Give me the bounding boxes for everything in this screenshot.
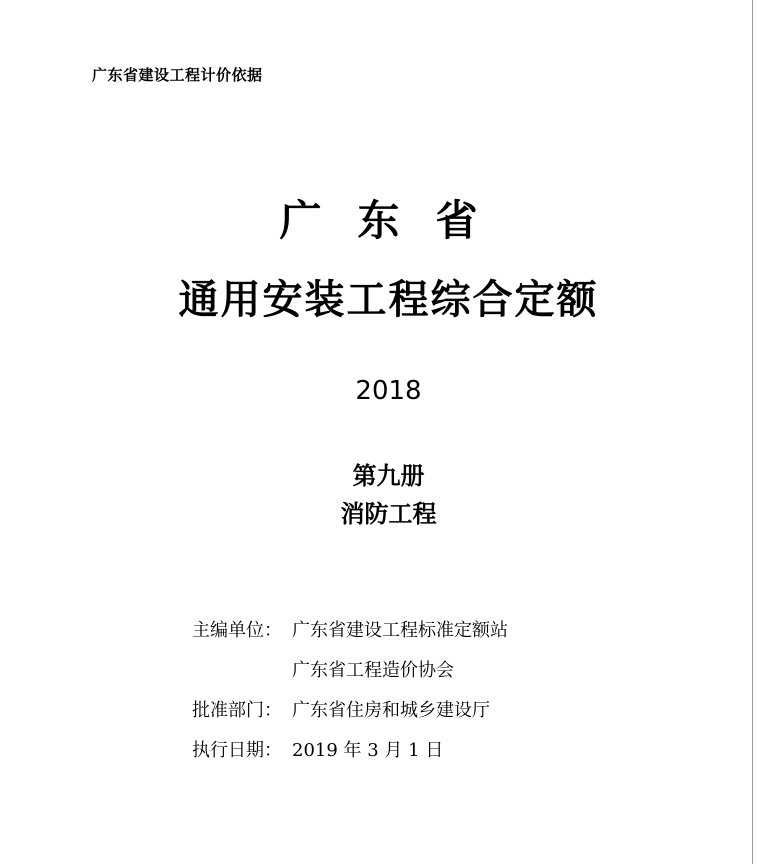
approver-value: 广东省住房和城乡建设厅 [292,700,490,721]
title-province: 广东省 [279,196,514,245]
page-edge-line [752,0,753,864]
header-note: 广东省建设工程计价依据 [92,66,263,84]
edition-year: 2018 [355,376,422,406]
editor-value-1: 广东省建设工程标准定额站 [292,620,508,641]
editor-value-2: 广东省工程造价协会 [292,660,454,681]
editor-row [192,618,508,658]
effective-date-label: 执行日期： [192,740,282,761]
editor-label-spacer [192,658,292,698]
editor-label: 主编单位： [192,620,282,641]
publication-info [192,618,508,778]
volume-subject: 消防工程 [340,500,437,528]
approver-row [192,698,508,738]
effective-date-row [192,738,508,778]
effective-date-value: 2019 年 3 月 1 日 [292,740,444,761]
title-main: 通用安装工程综合定额 [178,276,599,323]
editor-row-2 [192,658,508,698]
approver-label: 批准部门： [192,700,282,721]
volume-number: 第九册 [352,462,425,490]
